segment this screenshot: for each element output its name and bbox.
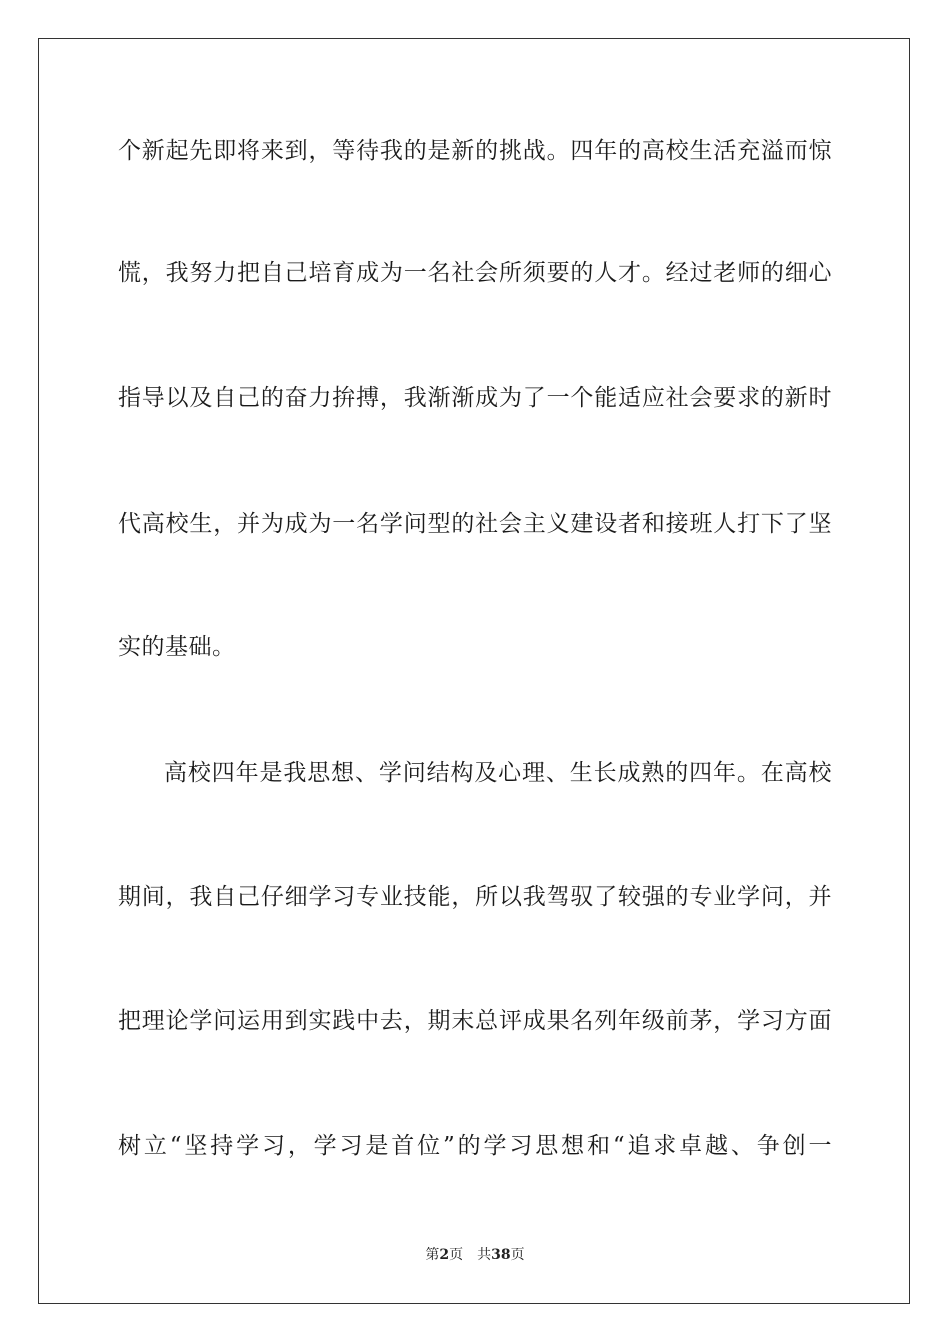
text-line: 慌，我努力把自己培育成为一名社会所须要的人才。经过老师的细心	[118, 260, 832, 286]
text-line: 个新起先即将来到，等待我的是新的挑战。四年的高校生活充溢而惊	[118, 138, 832, 164]
page-footer	[0, 1246, 950, 1264]
text-line: 高校四年是我思想、学问结构及心理、生长成熟的四年。在高校	[164, 760, 832, 786]
text-line: 树立“坚持学习，学习是首位”的学习思想和“追求卓越、争创一	[118, 1133, 832, 1159]
text-line: 实的基础。	[118, 634, 236, 660]
text-line: 期间，我自己仔细学习专业技能，所以我驾驭了较强的专业学问，并	[118, 884, 832, 910]
total-pages-label: 共38页	[477, 1247, 525, 1263]
text-line: 把理论学问运用到实践中去，期末总评成果名列年级前茅，学习方面	[118, 1008, 832, 1034]
page-label: 第2页	[425, 1247, 464, 1263]
text-line: 代高校生，并为成为一名学问型的社会主义建设者和接班人打下了坚	[118, 511, 832, 537]
page-border	[38, 38, 910, 1304]
total-pages-number: 38	[491, 1247, 511, 1263]
current-page-number: 2	[439, 1247, 450, 1263]
text-line: 指导以及自己的奋力拚搏，我渐渐成为了一个能适应社会要求的新时	[118, 385, 832, 411]
